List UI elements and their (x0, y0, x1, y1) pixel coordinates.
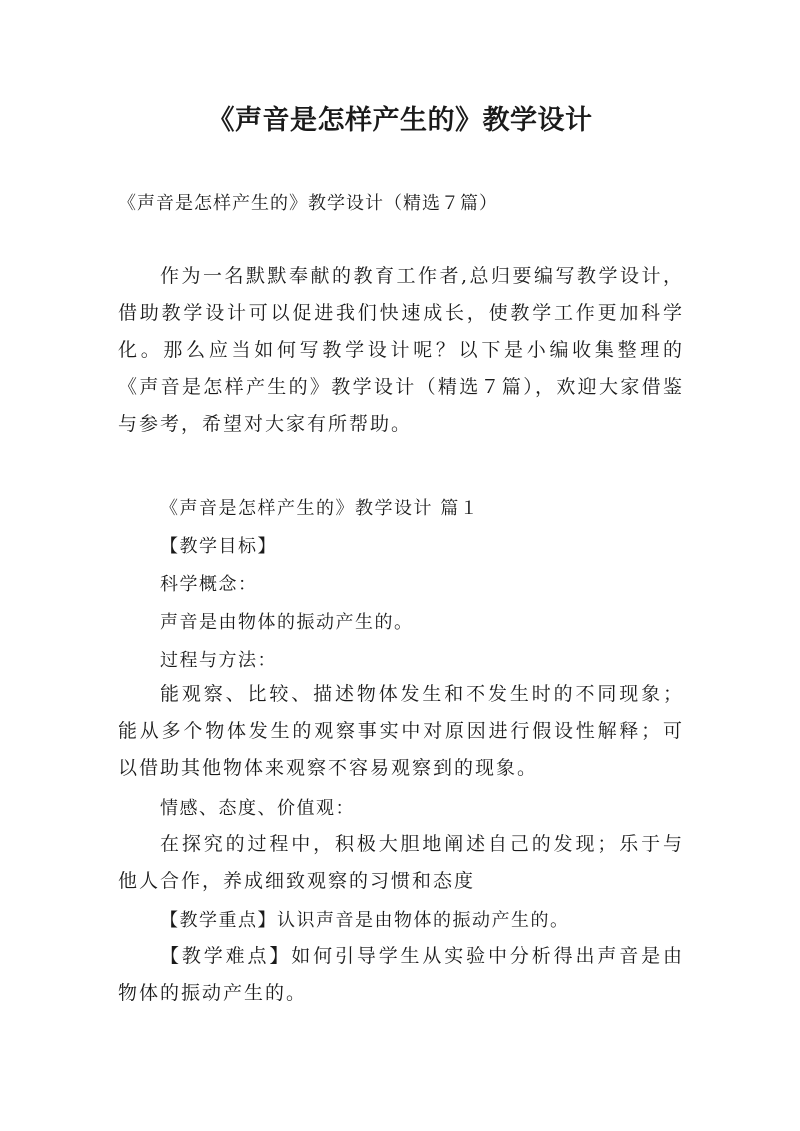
document-subtitle: 《声音是怎样产生的》教学设计（精选７篇） (118, 193, 498, 214)
process-method-label: 过程与方法： (160, 650, 277, 671)
section-heading: 《声音是怎样产生的》教学设计 篇１ (160, 498, 480, 519)
process-method-paragraph: 能观察、比较、描述物体发生和不发生时的不同现象；能从多个物体发生的观察事实中对原因进行假设性解释；可以借助其他物体来观察不容易观察到的现象。 (118, 683, 684, 779)
difficulty-paragraph: 【教学难点】如何引导学生从实验中分析得出声音是由物体的振动产生的。 (118, 945, 684, 1004)
emotion-label: 情感、态度、价值观： (160, 798, 355, 819)
intro-paragraph: 作为一名默默奉献的教育工作者,总归要编写教学设计，借助教学设计可以促进我们快速成长，使教学工作更加科学化。那么应当如何写教学设计呢？以下是小编收集整理的《声音是怎样产生的》教学设计（精选７篇），欢迎大家借鉴与参考，希望对大家有所帮助。 (118, 265, 684, 435)
science-concept-label: 科学概念： (160, 574, 258, 595)
science-concept-text: 声音是由物体的振动产生的。 (160, 612, 414, 633)
document-title: 《声音是怎样产生的》教学设计 (207, 105, 593, 136)
goal-heading: 【教学目标】 (160, 536, 277, 557)
emotion-paragraph: 在探究的过程中，积极大胆地阐述自己的发现；乐于与他人合作，养成细致观察的习惯和态度 (118, 833, 684, 892)
key-point: 【教学重点】认识声音是由物体的振动产生的。 (160, 910, 570, 931)
